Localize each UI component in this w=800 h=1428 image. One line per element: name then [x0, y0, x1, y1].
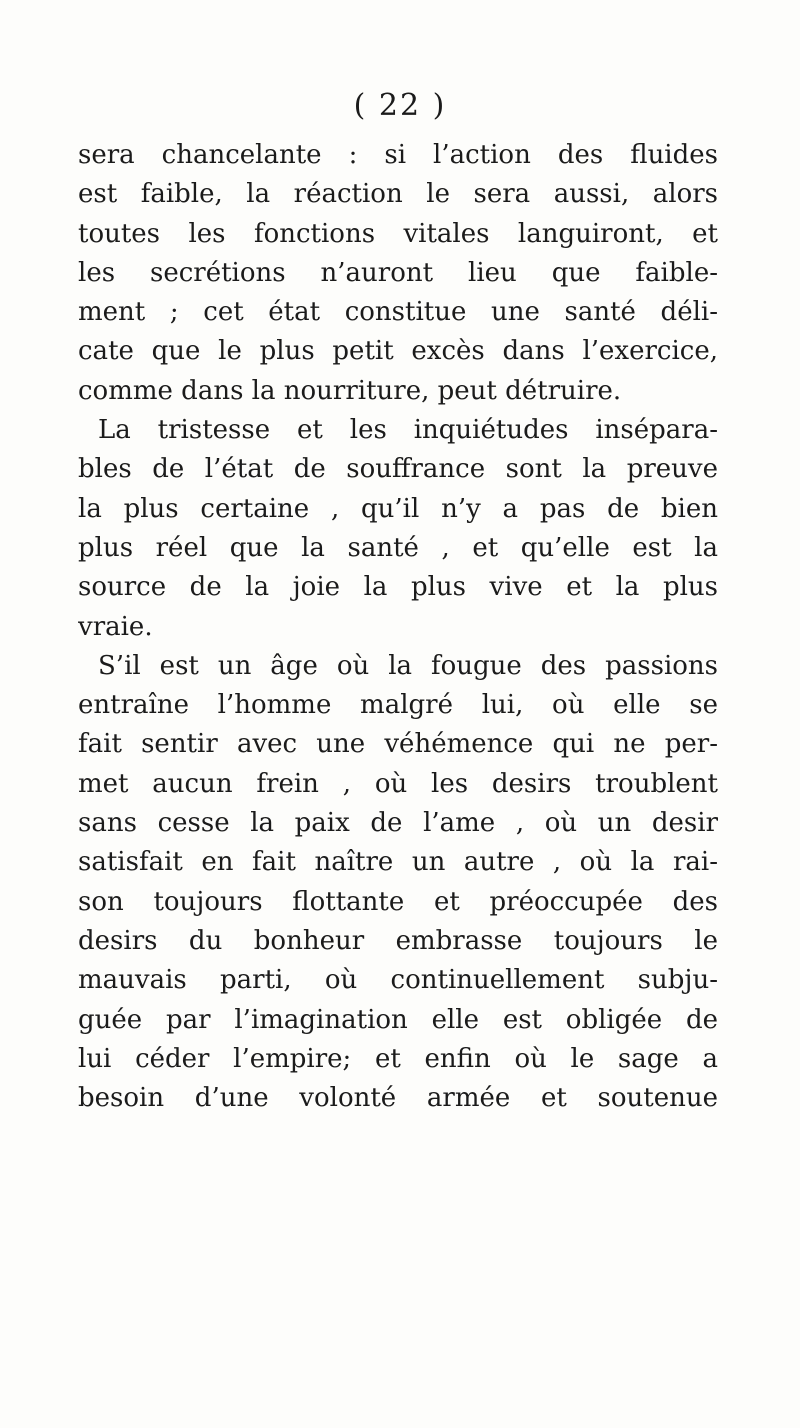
text-line: sera chancelante : si l’action des fluides — [78, 140, 718, 170]
text-line: ment ; cet état constitue une santé déli- — [78, 297, 718, 328]
page-number: ( 22 ) — [353, 88, 447, 123]
text-line: mauvais parti, où continuellement subju- — [78, 965, 718, 996]
body-text — [78, 136, 718, 1118]
paragraph-start-line: S’il est un âge où la fougue des passions — [98, 650, 718, 681]
text-line: guée par l’imagination elle est obligée de — [78, 1004, 718, 1035]
text-line: toutes les fonctions vitales languiront, et — [78, 218, 718, 249]
text-line: plus réel que la santé , et qu’elle est la — [78, 532, 718, 563]
text-line: entraîne l’homme malgré lui, où elle se — [78, 690, 718, 721]
text-line: lui céder l’empire; et enfin où le sage a — [78, 1043, 718, 1074]
text-line: met aucun frein , où les desirs troublent — [78, 768, 718, 799]
text-line: son toujours flottante et préoccupée des — [78, 886, 718, 917]
text-line: les secrétions n’auront lieu que faible- — [78, 257, 718, 288]
text-line: vraie. — [78, 611, 153, 642]
text-line: source de la joie la plus vive et la plus — [78, 572, 718, 603]
text-line: comme dans la nourriture, peut détruire. — [78, 375, 622, 406]
text-line: fait sentir avec une véhémence qui ne per- — [78, 729, 718, 760]
text-line: sans cesse la paix de l’ame , où un desir — [78, 808, 718, 839]
text-line: besoin d’une volonté armée et soutenue — [78, 1083, 718, 1114]
text-line: desirs du bonheur embrasse toujours le — [78, 925, 718, 956]
text-line: bles de l’état de souffrance sont la preuve — [78, 454, 718, 485]
text-line: est faible, la réaction le sera aussi, alors — [78, 179, 718, 210]
text-line: cate que le plus petit excès dans l’exercice, — [78, 336, 718, 367]
text-line: satisfait en fait naître un autre , où la rai- — [78, 847, 718, 878]
text-line: la plus certaine , qu’il n’y a pas de bien — [78, 493, 718, 524]
paragraph-start-line: La tristesse et les inquiétudes insépara- — [98, 415, 718, 446]
